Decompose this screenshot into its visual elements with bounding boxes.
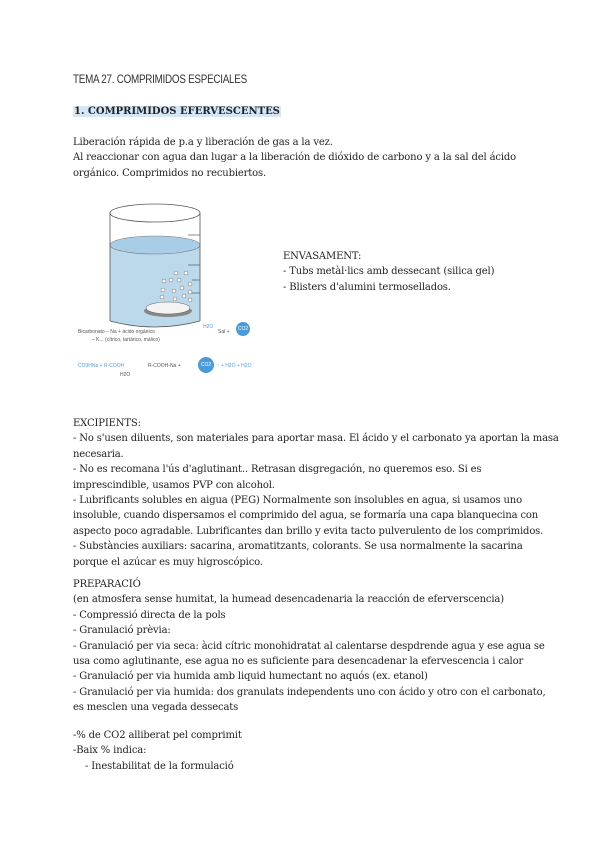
- excipients-line: porque el azúcar es muy higroscópico.: [73, 556, 263, 568]
- reaction1-products: Sal +: [218, 329, 230, 335]
- preparacio-line: - Compressió directa de la pols: [73, 609, 226, 621]
- excipients-line: necesaria.: [73, 448, 124, 460]
- reaction1-water: H2O: [203, 324, 214, 330]
- intro-line: Al reaccionar con agua dan lugar a la liberación de dióxido de carbono y a la sal del ácido: [73, 152, 517, 164]
- preparacio-heading: PREPARACIÓ: [73, 579, 141, 590]
- reaction2-end: ↑ + H2O + H2O: [217, 363, 252, 369]
- excipients-line: aspecto poco agradable. Lubrificantes dan brillo y evita tacto pulverulento de los comprimidos.: [73, 525, 544, 537]
- envasament-heading: ENVASAMENT:: [283, 251, 362, 262]
- effervescent-tablet-figure: [78, 193, 252, 388]
- reaction1-reactants: Bicarbonato – Na + ácido orgánico: [78, 329, 155, 335]
- excipients-line: insoluble, cuando dispersamos el comprimido del agua, se formaría una capa blanquecina con: [73, 510, 539, 522]
- preparacio-line: (en atmosfera sense humitat, la humead desencadenaria la reacción de eferverscencia): [73, 594, 504, 606]
- co2-bubble-icon: CO2: [236, 322, 250, 336]
- excipients-block: [73, 416, 559, 570]
- reaction2-reactants: CO3HNa + R-COOH: [78, 363, 125, 369]
- co2-line: -Baix % indica:: [73, 745, 147, 757]
- excipients-line: - No s'usen diluents, son materiales para aportar masa. El ácido y el carbonato ya aportan la masa: [73, 433, 559, 445]
- excipients-line: - Substàncies auxiliars: sacarina, aromatitzants, colorants. Se usa normalmente la sacarina: [73, 541, 523, 553]
- preparacio-line: - Granulació per via humida amb liquid humectant no aquós (ex. etanol): [73, 671, 428, 683]
- document-title: TEMA 27. COMPRIMIDOS ESPECIALES: [73, 72, 247, 86]
- reaction1-acids: – K... (cítrico, tartárico, málico): [92, 337, 160, 343]
- envasament-block: [283, 249, 494, 295]
- excipients-heading: EXCIPIENTS:: [73, 418, 141, 429]
- envasament-item: - Tubs metàl·lics amb dessecant (silica gel): [283, 266, 495, 278]
- section-heading: 1. COMPRIMIDOS EFERVESCENTES: [74, 106, 280, 117]
- reaction2-water: H2O: [120, 372, 131, 378]
- preparacio-line: es mesclen una vegada dessecats: [73, 702, 239, 714]
- preparacio-block: [73, 577, 545, 716]
- preparacio-line: - Granulació per via humida: dos granulats independents uno con ácido y otro con el carbonato,: [73, 686, 546, 698]
- preparacio-line: - Granulació prèvia:: [73, 625, 171, 637]
- co2-line: -% de CO2 alliberat pel comprimit: [73, 730, 242, 741]
- excipients-line: - Lubrificants solubles en aigua (PEG) Normalmente son insolubles en agua, si usamos uno: [73, 495, 522, 507]
- excipients-line: imprescindible, usamos PVP con alcohol.: [73, 479, 275, 491]
- excipients-line: - No es recomana l'ús d'aglutinant.. Retrasan disgregación, no queremos eso. Si es: [73, 464, 482, 476]
- preparacio-line: usa como aglutinante, ese agua no es suficiente para desencadenar la efervescencia i calor: [73, 656, 524, 668]
- intro-line: Liberación rápida de p.a y liberación de gas a la vez.: [73, 137, 333, 148]
- co2-subitem: - Inestabilitat de la formulació: [85, 760, 234, 772]
- co2-block: [73, 728, 242, 774]
- envasament-item: - Blisters d'alumini termosellados.: [283, 281, 451, 293]
- intro-paragraph: [73, 135, 516, 181]
- reaction2-products: R-COOH-Na +: [148, 363, 181, 369]
- preparacio-line: - Granulació per via seca: àcid cítric monohidratat al calentarse despdrende agua y ese agua se: [73, 640, 545, 652]
- beaker-illustration: [78, 193, 208, 328]
- co2-bubble-icon: CO2: [198, 357, 214, 373]
- intro-line: orgánico. Comprimidos no recubiertos.: [73, 167, 267, 179]
